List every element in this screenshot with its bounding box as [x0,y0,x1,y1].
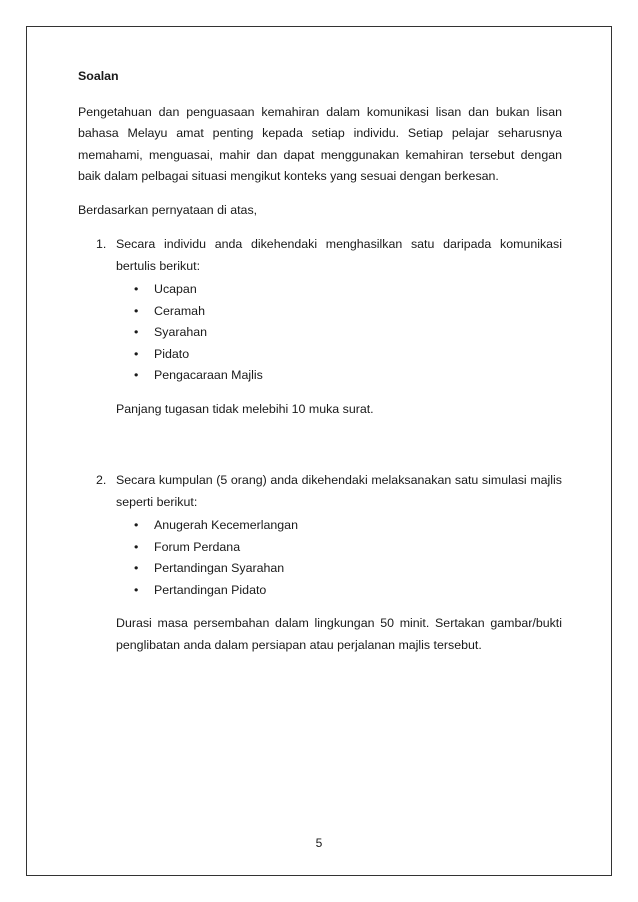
question-1 [78,234,562,420]
question-note: Durasi masa persembahan dalam lingkungan 50 minit. Sertakan gambar/bukti penglibatan anda dalam persiapan atau perjalanan majlis tersebut. [116,616,562,652]
option-label: Syarahan [154,325,208,339]
bullet-icon: • [134,346,139,361]
option-item [116,365,562,387]
question-text: Secara kumpulan (5 orang) anda dikehendaki melaksanakan satu simulasi majlis seperti berikut: [116,473,562,509]
bullet-icon: • [134,582,139,597]
bullet-icon: • [134,303,139,318]
question-2 [78,470,562,656]
bullet-icon: • [134,282,139,296]
question-list [78,234,562,656]
section-heading: Soalan [78,69,119,83]
option-item [116,558,562,580]
option-label: Ucapan [154,282,197,296]
option-item [116,515,562,537]
option-label: Ceramah [154,303,205,318]
bullet-icon: • [134,325,139,339]
question-note: Panjang tugasan tidak melebihi 10 muka surat. [116,401,374,416]
option-item [116,580,562,602]
bullet-icon: • [134,518,139,532]
option-label: Pengacaraan Majlis [154,368,263,382]
option-label: Anugerah Kecemerlangan [154,518,298,532]
option-item [116,301,562,323]
option-list [116,279,562,387]
option-label: Forum Perdana [154,539,241,554]
question-number: 2. [96,473,107,487]
lead-sentence: Berdasarkan pernyataan di atas, [78,202,258,217]
option-item [116,537,562,559]
bullet-icon: • [134,561,139,575]
document-body [78,66,562,656]
option-item [116,279,562,301]
option-label: Pertandingan Syarahan [154,561,285,575]
page-number: 5 [315,836,323,850]
option-item [116,322,562,344]
intro-paragraph: Pengetahuan dan penguasaan kemahiran dalam komunikasi lisan dan bukan lisan bahasa Melayu amat penting kepada setiap individu. Setiap pelajar seharusnya memahami, menguasai, mahir dan dapat menggunakan kemahiran tersebut dengan baik dalam pelbagai situasi mengikut konteks yang sesuai dengan berkesan. [78,104,562,183]
bullet-icon: • [134,368,139,382]
option-label: Pidato [154,346,190,361]
question-number: 1. [96,237,107,251]
question-text: Secara individu anda dikehendaki menghasilkan satu daripada komunikasi bertulis berikut: [116,237,562,273]
bullet-icon: • [134,539,139,554]
option-label: Pertandingan Pidato [154,582,267,597]
option-item [116,344,562,366]
option-list [116,515,562,601]
